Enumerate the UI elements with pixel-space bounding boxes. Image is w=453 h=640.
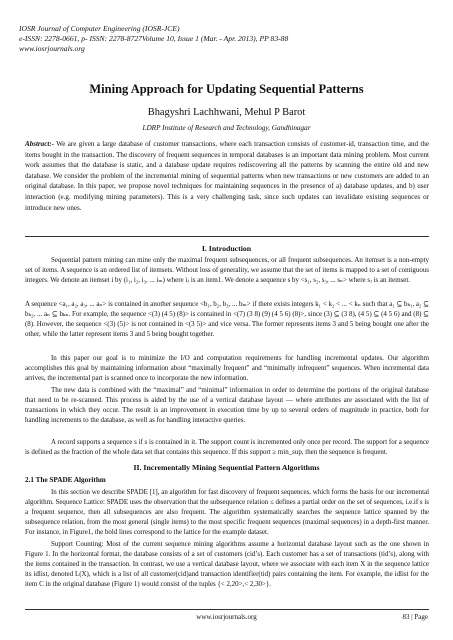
journal-header <box>19 24 288 54</box>
intro-paragraph-5: A record supports a sequence s if s is contained in it. The support count is incremented only once per record. The support for a sequence is defined as the fraction of the whole data set that contains this sequence. If this support ≥ min_sup, then the sequence is frequent. <box>25 438 429 457</box>
footer-page-number: 83 | Page <box>402 613 428 621</box>
journal-issn: e-ISSN: 2278-0661, p- ISSN: 2278-8727Volume 10, Issue 1 (Mar. - Apr. 2013), PP 83-88 <box>19 34 289 43</box>
paper-title: Mining Approach for Updating Sequential Patterns <box>89 82 364 96</box>
paper-affiliation: LDRP Institute of Research and Technology, Gandhinagar <box>142 124 311 132</box>
abstract-text: We are given a large database of customer transactions, where each transaction consists of customer-id, transaction time, and the items bought in the transaction. The discovery of frequent sequences in temporal databases is an important data mining problem. Most current work assumes that the database is static, and a database update requires rediscovering all the patterns by scanning the entire old and new database. We consider the problem of the incremental mining of sequential patterns when new transactions or new customers are added to an original database. In this paper, we propose novel techniques for maintaining sequences in the presence of a) database updates, and b) user interaction (e.g. modifying mining parameters). This is a very challenging task, since such updates can invalidate existing sequences or introduce new ones. <box>25 140 429 212</box>
intro-paragraph-2: A sequence <a₁, a₂, a₃, ... aₙ> is contained in another sequence <b₁, b₂, b₃, ... bₘ> if there exists integers k₁ < k₂ < ... < kₙ such that a₁ ⊆ bₖ₁, a₂ ⊆ bₖ₂, ... aₙ ⊆ bₖₙ. For example, the sequence <(3) (4 5) (8)> is contained in <(7) (3 8) (9) (4 5 6) (8)>, since (3) ⊆ (3 8), (4 5) ⊆ (4 5 6) and (8) ⊆ (8). However, the sequence <(3) (5)> is not contained in <(3 5)> and vice versa. The former represents items 3 and 5 being bought one after the other, while the latter represent items 3 and 5 being bought together. <box>25 300 429 339</box>
intro-paragraph-3: In this paper our goal is to minimize the I/O and computation requirements for handling incremental updates. Our algorithm accomplishes this goal by maintaining information about “maximally frequent” and “minimally infrequent” sequences. When incremental data arrives, the incremental part is scanned once to incorporate the new information. <box>25 354 429 383</box>
spade-paragraph-2: Support Counting: Most of the current sequence mining algorithms assume a horizontal database layout such as the one shown in Figure 1. In the horizontal format, the database consists of a set of customers (cid’s). Each customer has a set of transactions (tid’s), along with the items contained in the transaction. In contrast, we use a vertical database layout, where we associate with each item X in the sequence lattice its idlist, denoted L(X), which is a list of all customer(cid)and transaction identifier(tid) pairs containing the item. For example, the idlist for the item C in the original database (Figure 1) would consist of the tuples {< 2,20>,< 2,30>}. <box>25 540 429 589</box>
paper-authors: Bhagyshri Lachhwani, Mehul P Barot <box>147 107 306 118</box>
intro-paragraph-1: Sequential pattern mining can mine only the maximal frequent subsequences, or all frequent subsequences. An itemset is a non-empty set of items. A sequence is an ordered list of itemsets. Without loss of generality, we assume that the set of items is mapped to a set of contiguous integers. We denote an itemset i by (i₁, i₂, i₃, ... iₘ) where iⱼ is an item1. We denote a sequence s by <s₁, s₂, s₃, ... sₙ> where sⱼ is an itemset. <box>25 256 429 285</box>
abstract <box>25 139 429 213</box>
spade-paragraph-1: In this section we describe SPADE [1], an algorithm for fast discovery of frequent sequences, which forms the basis for our incremental algorithm. Sequence Lattice: SPADE uses the observation that the subsequence relation ≤ defines a partial order on the set of sequences, i.e.if s is a frequent sequence, then all subsequences are also frequent. The algorithm systematically searches the sequence lattice spanned by the subsequence relation, from the most general (single items) to the most specific frequent sequences (maximal sequences) in a depth-first manner. For instance, in Figure1, the bold lines correspond to the lattice for the example dataset. <box>25 488 429 537</box>
footer-divider <box>25 609 429 610</box>
journal-site: www.iosrjournals.org <box>19 44 85 53</box>
subsection-2-1-heading: 2.1 The SPADE Algorithm <box>25 476 106 484</box>
section-2-heading: II. Incrementally Mining Sequential Pattern Algorithms <box>133 463 320 472</box>
abstract-divider <box>25 236 429 237</box>
section-1-heading: I. Introduction <box>201 244 252 253</box>
journal-name: IOSR Journal of Computer Engineering (IOSR-JCE) <box>19 24 180 33</box>
footer-url: www.iosrjournals.org <box>196 613 257 621</box>
abstract-label: Abstract:- <box>25 140 54 148</box>
intro-paragraph-4: The new data is combined with the “maximal” and “minimal” information in order to determine the portions of the original database that need to be re-scanned. This process is aided by the use of a vertical database layout — where attributes are associated with the list of transactions in which they occur. The result is an improvement in execution time by up to several orders of magnitude in practice, both for handling increments to the database, as well as for handling interactive queries. <box>25 386 429 425</box>
